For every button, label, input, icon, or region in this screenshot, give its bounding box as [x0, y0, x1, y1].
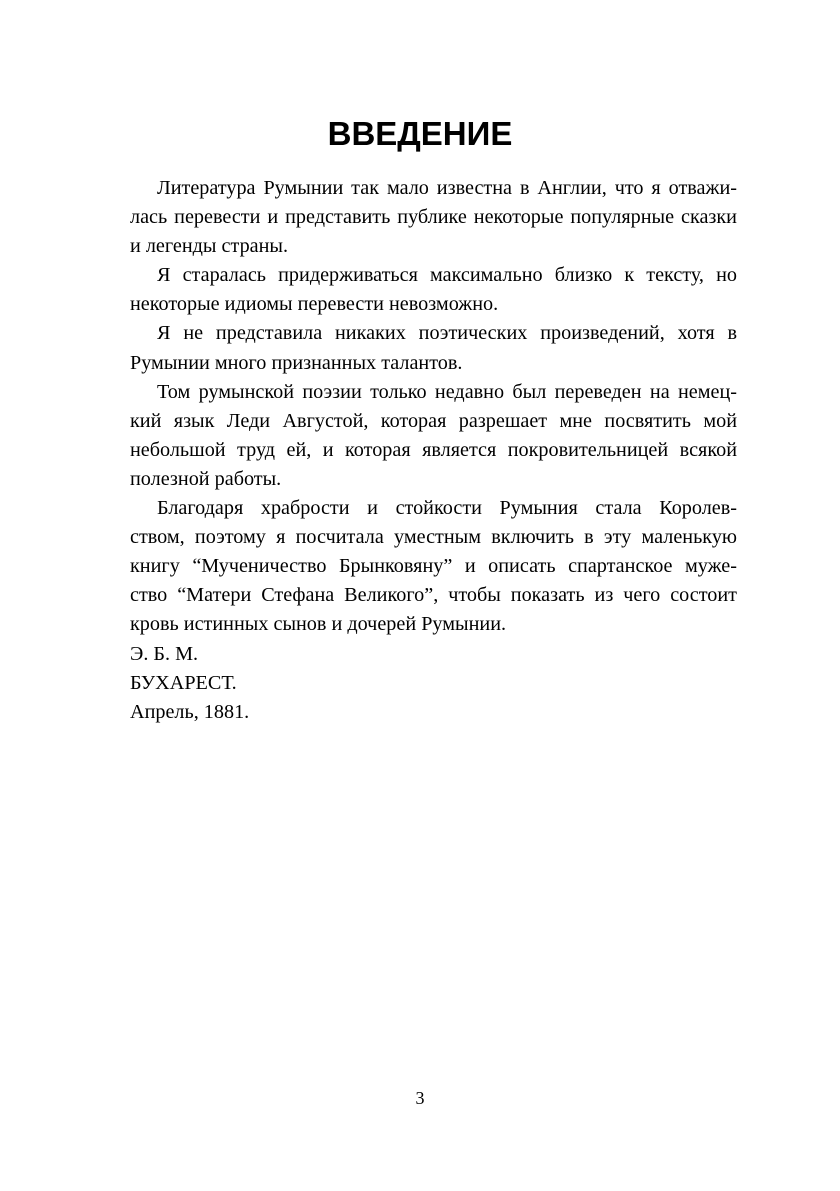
text-line: Румынии много признанных талантов. [130, 351, 463, 374]
text-line: кровь истинных сынов и дочерей Румынии. [130, 613, 507, 636]
text-line: Я старалась придерживаться максимально близко к тексту, но [157, 264, 737, 287]
text-line: небольшой труд ей, и которая является покровительницей всякой [130, 438, 737, 461]
text-line: и легенды страны. [130, 235, 289, 258]
text-line: некоторые идиомы перевести невозможно. [130, 293, 499, 316]
page-title: ВВЕДЕНИЕ [327, 115, 513, 152]
paragraph-4 [103, 378, 737, 494]
signature-date: Апрель, 1881. [130, 700, 250, 723]
paragraph-3 [103, 319, 737, 377]
text-line: лась перевести и представить публике некоторые популярные сказки [130, 206, 737, 229]
text-line: полезной работы. [130, 467, 282, 490]
text-line: Я не представила никаких поэтических произведений, хотя в [157, 322, 737, 345]
signature-city: БУХАРЕСТ. [130, 671, 237, 694]
paragraph-1 [103, 174, 737, 261]
text-line: книгу “Мученичество Брынковяну” и описать спартанское муже- [130, 555, 737, 578]
paragraph-5 [103, 494, 737, 639]
signature-initials: Э. Б. М. [130, 642, 199, 665]
text-line: Том румынской поэзии только недавно был переведен на немец- [157, 380, 737, 403]
introduction-body [103, 174, 737, 727]
paragraph-2 [103, 261, 737, 319]
text-line: ством, поэтому я посчитала уместным включить в эту маленькую [130, 526, 737, 549]
text-line: кий язык Леди Августой, которая разрешает мне посвятить мой [130, 409, 737, 432]
text-line: ство “Матери Стефана Великого”, чтобы показать из чего состоит [130, 584, 737, 607]
text-line: Благодаря храбрости и стойкости Румыния стала Королев- [157, 497, 737, 520]
page-number: 3 [415, 1088, 425, 1108]
text-line: Литература Румынии так мало известна в Англии, что я отважи- [157, 177, 737, 199]
